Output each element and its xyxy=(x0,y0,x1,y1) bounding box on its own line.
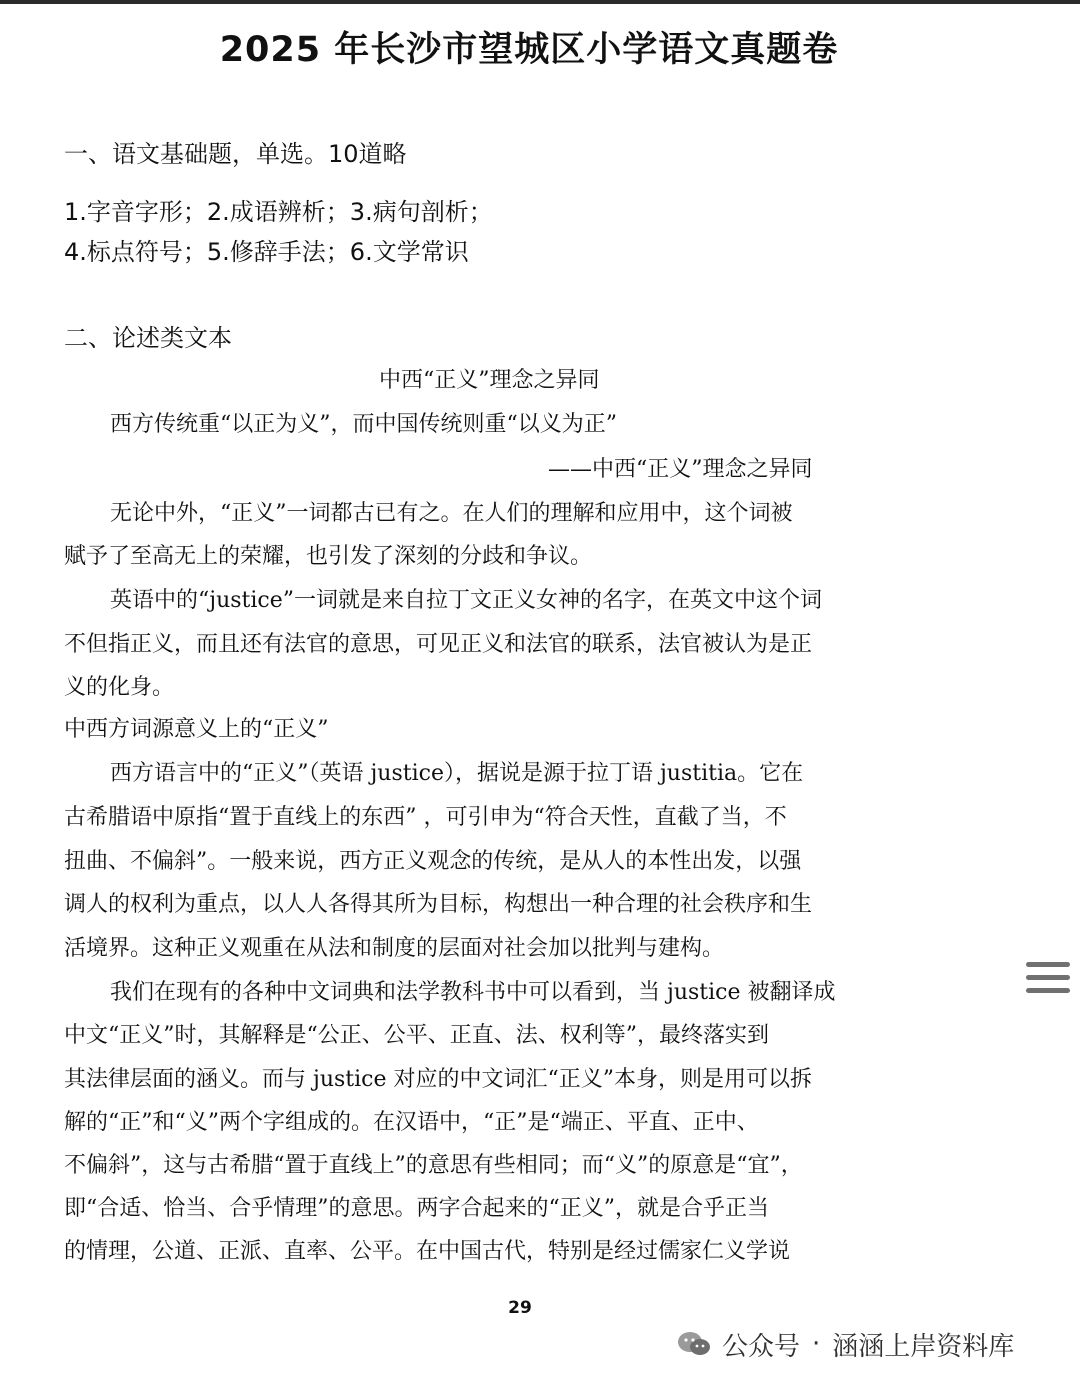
section1-items-line2: 4.标点符号；5.修辞手法；6.文学常识 xyxy=(64,238,469,266)
watermark xyxy=(676,1326,1014,1362)
page-number: 29 xyxy=(508,1298,532,1318)
section1-items-line1: 1.字音字形；2.成语辨析；3.病句剖析； xyxy=(64,198,493,226)
paragraph-line: 其法律层面的涵义。而与 justice 对应的中文词汇“正义”本身，则是用可以拆 xyxy=(64,1067,812,1092)
paragraph-line: 不但指正义，而且还有法官的意思，可见正义和法官的联系，法官被认为是正 xyxy=(64,632,813,657)
page-title: 2025 年长沙市望城区小学语文真题卷 xyxy=(219,30,839,70)
paragraph-line: 扭曲、不偏斜”。一般来说，西方正义观念的传统，是从人的本性出发，以强 xyxy=(64,849,802,874)
section2-heading: 二、论述类文本 xyxy=(64,324,232,352)
paragraph-line: 古希腊语中原指“置于直线上的东西” ，可引申为“符合天性，直截了当，不 xyxy=(64,805,787,830)
paragraph-line: 解的“正”和“义”两个字组成的。在汉语中，“正”是“端正、平直、正中、 xyxy=(64,1110,759,1135)
subsection-heading: 中西方词源意义上的“正义” xyxy=(64,717,329,742)
paragraph-line: 无论中外，“正义”一词都古已有之。在人们的理解和应用中，这个词被 xyxy=(110,501,793,526)
section1-heading: 一、语文基础题，单选。10道略 xyxy=(64,140,407,168)
paragraph-line: 英语中的“justice”一词就是来自拉丁文正义女神的名字，在英文中这个词 xyxy=(110,588,822,613)
paragraph-line: 赋予了至高无上的荣耀，也引发了深刻的分歧和争议。 xyxy=(64,544,593,569)
watermark-separator: · xyxy=(812,1329,821,1359)
watermark-platform: 公众号 xyxy=(722,1331,801,1362)
paragraph-line: 调人的权利为重点，以人人各得其所为目标，构想出一种合理的社会秩序和生 xyxy=(64,892,813,917)
article-subtitle: 西方传统重“以正为义”，而中国传统则重“以义为正” xyxy=(110,412,617,437)
page-top-edge xyxy=(0,0,1080,4)
menu-icon[interactable] xyxy=(1026,962,1070,996)
paragraph-line: 我们在现有的各种中文词典和法学教科书中可以看到，当 justice 被翻译成 xyxy=(110,980,836,1005)
paragraph-line: 义的化身。 xyxy=(64,675,175,700)
paragraph-line: 中文“正义”时，其解释是“公正、公平、正直、法、权利等”，最终落实到 xyxy=(64,1023,769,1048)
paragraph-line: 不偏斜”，这与古希腊“置于直线上”的意思有些相同；而“义”的原意是“宜”， xyxy=(64,1153,803,1178)
paragraph-line: 活境界。这种正义观重在从法和制度的层面对社会加以批判与建构。 xyxy=(64,936,725,961)
watermark-account: 涵涵上岸资料库 xyxy=(832,1331,1015,1362)
article-title: 中西“正义”理念之异同 xyxy=(379,368,600,393)
wechat-official-account-icon xyxy=(676,1329,712,1359)
paragraph-line: 西方语言中的“正义”（英语 justice），据说是源于拉丁语 justitia。它在 xyxy=(110,761,804,786)
paragraph-line: 的情理，公道、正派、直率、公平。在中国古代，特别是经过儒家仁义学说 xyxy=(64,1239,791,1264)
paragraph-line: 即“合适、恰当、合乎情理”的意思。两字合起来的“正义”，就是合乎正当 xyxy=(64,1196,769,1221)
article-attribution: ——中西“正义”理念之异同 xyxy=(548,457,813,482)
